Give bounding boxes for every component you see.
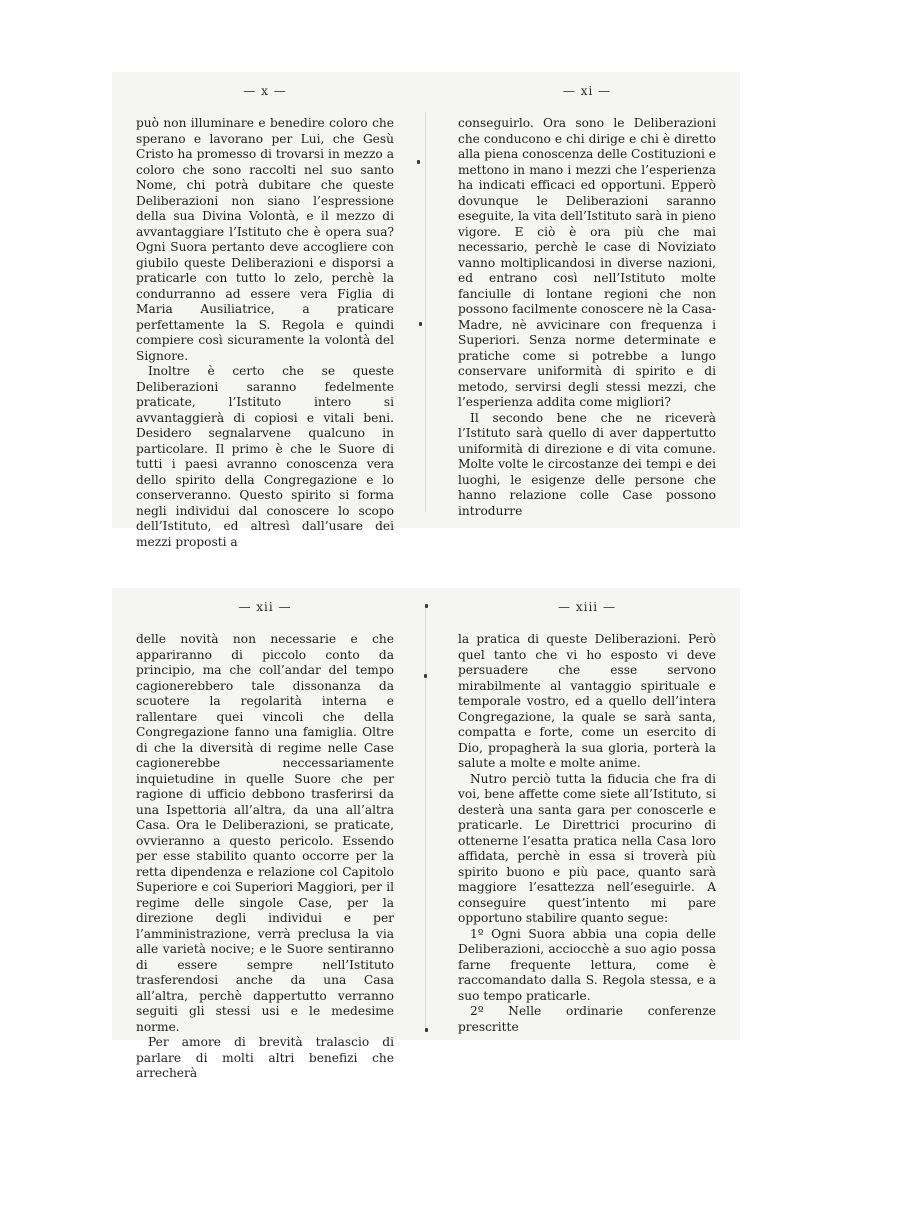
paragraph: delle novità non necessarie e che appariranno di piccolo conto da principio, ma che coll’andar del tempo cagionerebbero tale dissonanza da scuotere la regolarità interna e rallentare quei vincoli che della Congregazione fanno una famiglia. Oltre di che la diversità di regime nelle Case cagionerebbe neccessariamente inquietudine in quelle Suore che per ragione di ufficio debbono trasferirsi da una Ispettoria all’altra, da una all’altra Casa. Ora le Deliberazioni, se praticate, ovvieranno a questo pericolo. Essendo per esse stabilito quanto occorre per la retta dipendenza e relazione col Capitolo Superiore e coi Superiori Maggiori, per il regime delle singole Case, per la direzione degli individui e per l’amministrazione, verrà preclusa la via alle varietà nocive; e le Suore sentiranno di essere sempre nell’Istituto trasferendosi anche da una Casa all’altra, perchè dappertutto verranno seguiti gli stessi usi e le medesime norme. xyxy=(136,632,394,1034)
page-number: — x — xyxy=(243,84,287,98)
page-x xyxy=(136,72,394,550)
paragraph: Nutro perciò tutta la fiducia che fra di voi, bene affette come siete all’Istituto, si desterà una santa gara per conoscerle e praticarle. Le Direttrici procurino di ottenerne l’esatta pratica nella Casa loro affidata, perchè in essa si troverà più spirito buono e più pace, quanto sarà maggiore l’esattezza nell’eseguirle. A conseguire quest’intento mi pare opportuno stabilire quanto segue: xyxy=(458,771,716,925)
page-body xyxy=(458,116,716,519)
paragraph: può non illuminare e benedire coloro che sperano e lavorano per Lui, che Gesù Cristo ha promesso di trovarsi in mezzo a coloro che sono raccolti nel suo santo Nome, chi potrà dubitare che queste Deliberazioni non siano l’espressione della sua Divina Volontà, e il mezzo di avvantaggiare l’Istituto che è opera sua? Ogni Suora pertanto deve accogliere con giubilo queste Deliberazioni e disporsi a praticarle con tutto lo zelo, perchè la condurranno ad essere vera Figlia di Maria Ausiliatrice, a praticare perfettamente la S. Regola e quindi compiere così sicuramente la volontà del Signore. xyxy=(136,116,394,363)
paragraph: 1º Ogni Suora abbia una copia delle Deliberazioni, acciocchè a suo agio possa farne frequente lettura, come è raccomandato dalla S. Regola stessa, e a suo tempo praticarle. xyxy=(458,926,716,1003)
page-number: — xiii — xyxy=(558,600,616,614)
paragraph: Inoltre è certo che se queste Deliberazioni saranno fedelmente praticate, l’Istituto intero si avvantaggierà di copiosi e vitali beni. Desidero segnalarvene qualcuno in particolare. Il primo è che le Suore di tutti i paesi avranno conoscenza vera dello spirito della Congregazione e lo conserveranno. Questo spirito si forma negli individui dal conoscere lo scopo dell’Istituto, ed altresì dall’usare dei mezzi proposti a xyxy=(136,364,394,549)
scan-speck xyxy=(424,674,427,678)
scan-speck xyxy=(417,160,420,164)
paragraph: 2º Nelle ordinarie conferenze prescritte xyxy=(458,1004,716,1034)
page-spread-top xyxy=(112,72,740,549)
gutter-shadow xyxy=(425,608,426,1028)
page-xi xyxy=(458,72,716,519)
page-number: — xi — xyxy=(562,84,612,98)
page-body xyxy=(136,632,394,1082)
paragraph: la pratica di queste Deliberazioni. Però quel tanto che vi ho esposto vi deve persuadere che esse servono mirabilmente al vantaggio spirituale e temporale vostro, ed a quello dell’intera Congregazione, la quale se sarà santa, compatta e forte, come un esercito di Dio, propagherà la sua gloria, porterà la salute a molte e molte anime. xyxy=(458,632,716,770)
scan-speck xyxy=(425,604,428,608)
paragraph: conseguirlo. Ora sono le Deliberazioni che conducono e chi dirige e chi è diretto alla piena conoscenza delle Costituzioni e mettono in mano i mezzi che l’esperienza ha indicati efficaci ed opportuni. Epperò dovunque le Deliberazioni saranno eseguite, la vita dell’Istituto sarà in pieno vigore. E ciò è ora più che mai necessario, perchè le case di Noviziato vanno moltiplicandosi in diverse nazioni, ed entrano così nell’Istituto molte fanciulle di lontane regioni che non possono facilmente conoscere nè la Casa-Madre, nè avvicinare con frequenza i Superiori. Senza norme determinate e pratiche come si potrebbe a lungo conservare uniformità di spirito e di metodo, servirsi degli stessi mezzi, che l’esperienza addita come migliori? xyxy=(458,116,717,409)
scan-speck xyxy=(419,322,422,326)
scan-speck xyxy=(425,1028,428,1032)
gutter-shadow xyxy=(425,112,426,512)
page-body xyxy=(136,116,394,550)
page-xiii xyxy=(458,588,716,1035)
paragraph: Per amore di brevità tralascio di parlare di molti altri benefizi che arrecherà xyxy=(136,1035,394,1080)
paragraph: Il secondo bene che ne riceverà l’Istituto sarà quello di aver dappertutto uniformità di direzione e di vita comune. Molte volte le circostanze dei tempi e dei luoghi, le esigenze delle persone che hanno relazione colle Case possono introdurre xyxy=(458,410,716,518)
page-number: — xii — xyxy=(238,600,292,614)
page-xii xyxy=(136,588,394,1082)
page-body xyxy=(458,632,716,1035)
page-spread-bottom xyxy=(112,588,740,1080)
